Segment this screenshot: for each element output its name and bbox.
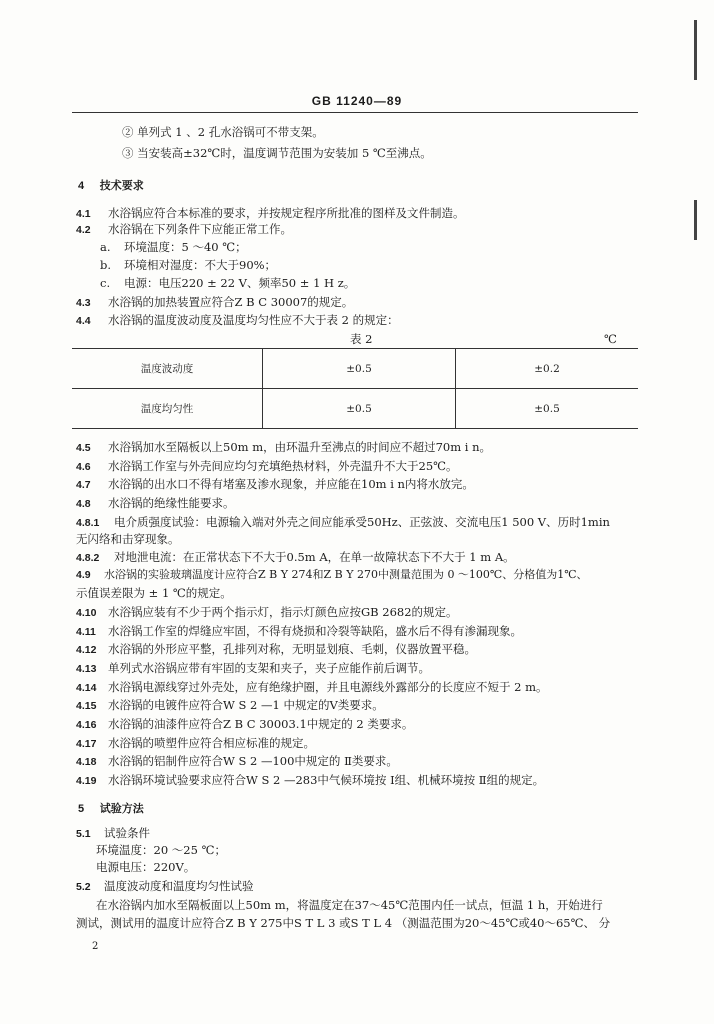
- clause-number: 4.8: [76, 498, 91, 510]
- clause-4-19: [76, 773, 544, 788]
- clause-text: 水浴锅加水至隔板以上50m m，由环温升至沸点的时间应不超过70m i n。: [108, 440, 492, 454]
- clause-5-2-line-b: 测试，测试用的温度计应符合Z B Y 275中S T L 3 或S T L 4 （测温范围为20～45℃或40～65℃、 分: [76, 916, 611, 930]
- clause-4-15: [76, 698, 384, 713]
- clause-4-6: [76, 459, 458, 474]
- clause-text: 水浴锅的铝制件应符合W S 2 —100中规定的 Ⅱ类要求。: [108, 754, 398, 768]
- page-number: 2: [92, 941, 99, 952]
- item-letter: a.: [100, 240, 111, 254]
- table-2: [72, 348, 638, 429]
- item-letter: c.: [100, 276, 111, 290]
- clause-number: 4.5: [76, 442, 91, 454]
- clause-number: 4.1: [76, 208, 91, 220]
- clause-number: 5.1: [76, 828, 91, 840]
- clause-5-2-line-a: 在水浴锅内加水至隔板面以上50m m，将温度定在37～45℃范围内任一试点，恒温 1 h，开始进行: [96, 898, 603, 912]
- table-unit: ℃: [604, 332, 617, 346]
- clause-5-1-line-b: 电源电压：220V。: [96, 860, 196, 874]
- clause-number: 4.18: [76, 756, 97, 768]
- clause-text: 水浴锅的加热装置应符合Z B C 30007的规定。: [108, 295, 354, 309]
- clause-4-2: [76, 222, 292, 237]
- clause-number: 4.7: [76, 479, 91, 491]
- scan-edge-mark: [694, 200, 697, 240]
- clause-number: 4.12: [76, 644, 97, 656]
- clause-4-2-c: [100, 276, 355, 290]
- clause-number: 4.10: [76, 607, 97, 619]
- clause-4-8: [76, 496, 235, 511]
- clause-number: 4.6: [76, 461, 91, 473]
- clause-number: 4.19: [76, 775, 97, 787]
- clause-number: 4.8.1: [76, 517, 100, 529]
- clause-4-13: [76, 661, 430, 676]
- clause-4-9-cont: 示值误差限为 ± 1 ℃的规定。: [76, 586, 232, 600]
- item-text: 环境温度：5 ～40 ℃；: [124, 240, 247, 254]
- clause-number: 4.3: [76, 297, 91, 309]
- clause-number: 4.4: [76, 315, 91, 327]
- clause-text: 水浴锅应装有不少于两个指示灯，指示灯颜色应按GB 2682的规定。: [108, 605, 458, 619]
- clause-text: 水浴锅在下列条件下应能正常工作。: [108, 222, 292, 236]
- clause-number: 4.17: [76, 738, 97, 750]
- clause-5-1: [76, 826, 150, 841]
- clause-text: 水浴锅的外形应平整，孔排列对称，无明显划痕、毛刺，仪器放置平稳。: [108, 642, 476, 656]
- table-row-label: 温度均匀性: [72, 389, 263, 429]
- clause-text: 水浴锅的实验玻璃温度计应符合Z B Y 274和Z B Y 270中测量范围为 0 ～100℃、分格值为1℃、: [104, 568, 588, 581]
- note-3: ③ 当安装高±32℃时，温度调节范围为安装加 5 ℃至沸点。: [122, 146, 432, 160]
- clause-number: 4.15: [76, 700, 97, 712]
- section-number: 4: [78, 180, 85, 192]
- item-text: 电源：电压220 ± 22 V、频率50 ± 1 H z。: [124, 276, 356, 290]
- table-row-label: 温度波动度: [72, 349, 263, 389]
- clause-text: 水浴锅工作室与外壳间应均匀充填绝热材料，外壳温升不大于25℃。: [108, 459, 458, 473]
- clause-4-8-2: [76, 550, 515, 565]
- clause-number: 5.2: [76, 881, 91, 893]
- clause-number: 4.8.2: [76, 552, 100, 564]
- table-caption: 表 2: [350, 332, 373, 346]
- standard-header: GB 11240—89: [311, 94, 403, 108]
- clause-text: 水浴锅电源线穿过外壳处，应有绝缘护圈，并且电源线外露部分的长度应不短于 2 m。: [108, 680, 548, 694]
- note-2: ② 单列式 1 、2 孔水浴锅可不带支架。: [122, 125, 324, 139]
- clause-4-2-b: [100, 258, 276, 272]
- clause-4-14: [76, 680, 548, 695]
- section-title: 技术要求: [99, 180, 144, 192]
- clause-number: 4.9: [76, 569, 91, 581]
- clause-text: 水浴锅的绝缘性能要求。: [108, 496, 235, 510]
- clause-number: 4.13: [76, 663, 97, 675]
- clause-text: 试验条件: [104, 826, 150, 840]
- clause-4-3: [76, 295, 353, 310]
- clause-4-12: [76, 642, 476, 657]
- clause-4-10: [76, 605, 458, 620]
- clause-4-11: [76, 624, 522, 639]
- clause-4-7: [76, 477, 474, 492]
- item-letter: b.: [100, 258, 112, 272]
- clause-4-17: [76, 736, 315, 751]
- clause-text: 水浴锅的喷塑件应符合相应标准的规定。: [108, 736, 315, 750]
- section-4-heading: [78, 178, 144, 193]
- table-row: [72, 349, 638, 389]
- clause-number: 4.16: [76, 719, 97, 731]
- scan-edge-mark: [694, 20, 697, 80]
- table-row: [72, 389, 638, 429]
- clause-text: 水浴锅环境试验要求应符合W S 2 —283中气候环境按 Ⅰ组、机械环境按 Ⅱ组的规定。: [108, 773, 545, 787]
- clause-number: 4.2: [76, 224, 91, 236]
- clause-text: 水浴锅工作室的焊缝应牢固，不得有烧损和冷裂等缺陷，盛水后不得有渗漏现象。: [108, 624, 522, 638]
- clause-4-1: [76, 206, 465, 221]
- clause-text: 水浴锅的油漆件应符合Z B C 30003.1中规定的 2 类要求。: [108, 717, 414, 731]
- clause-4-8-1-cont: 无闪络和击穿现象。: [76, 532, 180, 546]
- clause-text: 单列式水浴锅应带有牢固的支架和夹子，夹子应能作前后调节。: [108, 661, 430, 675]
- clause-text: 温度波动度和温度均匀性试验: [104, 879, 254, 893]
- item-text: 环境相对湿度：不大于90%；: [124, 258, 277, 272]
- table-cell: ±0.5: [456, 389, 639, 429]
- clause-text: 水浴锅的温度波动度及温度均匀性应不大于表 2 的规定：: [108, 313, 399, 327]
- clause-number: 4.14: [76, 682, 97, 694]
- clause-4-16: [76, 717, 413, 732]
- clause-text: 水浴锅的出水口不得有堵塞及渗水现象，并应能在10m i n内将水放完。: [108, 477, 474, 491]
- clause-5-2: [76, 879, 254, 894]
- clause-number: 4.11: [76, 626, 96, 638]
- section-title: 试验方法: [99, 803, 144, 815]
- clause-text: 对地泄电流：在正常状态下不大于0.5m A，在单一故障状态下不大于 1 m A。: [114, 550, 515, 564]
- clause-4-2-a: [100, 240, 247, 254]
- header-rule: [72, 112, 638, 113]
- clause-text: 水浴锅的电镀件应符合W S 2 —1 中规定的V类要求。: [108, 698, 384, 712]
- clause-text: 电介质强度试验：电源输入端对外壳之间应能承受50Hz、正弦波、交流电压1 500 V、历时1min: [114, 515, 610, 529]
- clause-4-5: [76, 440, 491, 455]
- clause-text: 水浴锅应符合本标准的要求，并按规定程序所批准的图样及文件制造。: [108, 206, 465, 220]
- table-cell: ±0.5: [263, 349, 456, 389]
- section-5-heading: [78, 801, 144, 816]
- clause-4-8-1: [76, 515, 610, 530]
- clause-4-4: [76, 313, 399, 328]
- table-cell: ±0.5: [263, 389, 456, 429]
- section-number: 5: [78, 803, 85, 815]
- clause-5-1-line-a: 环境温度：20 ～25 ℃；: [96, 843, 226, 857]
- clause-4-9: [76, 568, 588, 582]
- clause-4-18: [76, 754, 398, 769]
- table-cell: ±0.2: [456, 349, 639, 389]
